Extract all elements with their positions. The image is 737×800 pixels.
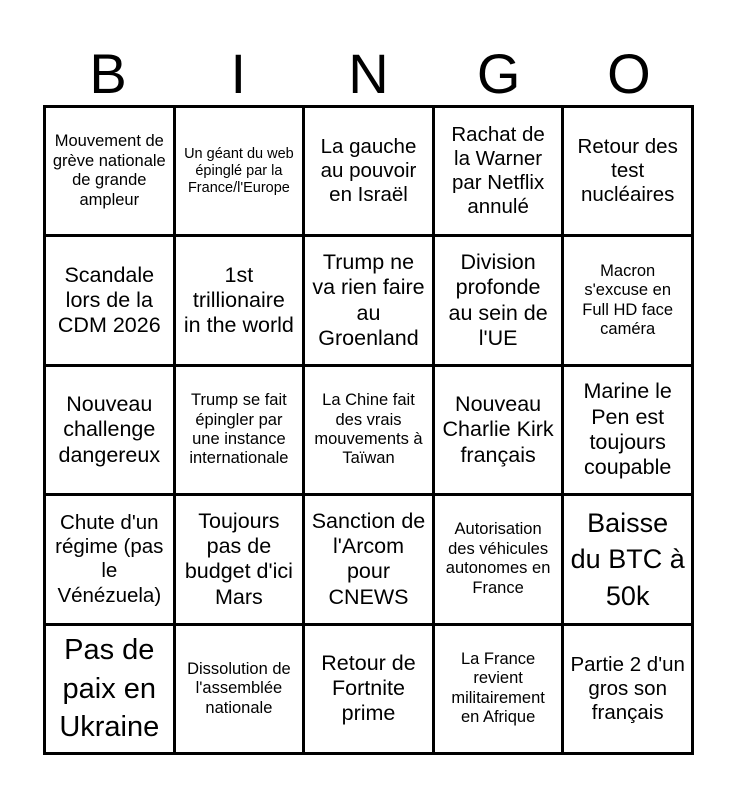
bingo-board <box>43 105 694 755</box>
bingo-cell[interactable] <box>176 237 303 363</box>
bingo-cell[interactable] <box>305 237 432 363</box>
cell-text: Toujours pas de budget d'ici Mars <box>184 508 293 609</box>
cell-text: Marine le Pen est toujours coupable <box>583 379 672 480</box>
cell-text: La Chine fait des vrais mouvements à Taïwan <box>314 391 423 468</box>
cell-text: 1st trillionaire in the world <box>183 262 294 338</box>
cell-text: Retour des test nucléaires <box>577 134 678 207</box>
bingo-cell[interactable] <box>46 237 173 363</box>
cell-text: Scandale lors de la CDM 2026 <box>57 262 161 338</box>
bingo-cell[interactable] <box>564 108 691 234</box>
cell-text: Trump se fait épingler par une instance internationale <box>189 391 289 468</box>
bingo-cell[interactable] <box>564 496 691 622</box>
bingo-cell[interactable] <box>46 496 173 622</box>
bingo-cell[interactable] <box>305 626 432 752</box>
cell-text: Un géant du web épinglé par la France/l'Europe <box>184 145 294 196</box>
cell-text: Autorisation des véhicules autonomes en France <box>445 520 551 597</box>
cell-text: Baisse du BTC à 50k <box>570 507 685 611</box>
cell-text: Retour de Fortnite prime <box>321 650 416 726</box>
cell-text: Sanction de l'Arcom pour CNEWS <box>311 508 426 609</box>
cell-text: Trump ne va rien faire au Groenland <box>312 249 425 350</box>
header-letter-n: N <box>348 42 389 105</box>
bingo-cell[interactable] <box>176 496 303 622</box>
cell-text: Rachat de la Warner par Netflix annulé <box>451 122 545 219</box>
bingo-cell[interactable] <box>176 367 303 493</box>
bingo-cell[interactable] <box>46 626 173 752</box>
bingo-cell[interactable] <box>46 367 173 493</box>
cell-text: Partie 2 d'un gros son français <box>570 652 685 724</box>
cell-text: Dissolution de l'assemblée nationale <box>187 659 291 717</box>
header-letter-i: I <box>230 42 247 105</box>
header-letter-g: G <box>476 42 521 105</box>
bingo-header <box>43 42 694 105</box>
cell-text: Division profonde au sein de l'UE <box>448 249 548 350</box>
bingo-cell[interactable] <box>435 496 562 622</box>
bingo-cell[interactable] <box>564 626 691 752</box>
bingo-cell[interactable] <box>435 237 562 363</box>
bingo-cell[interactable] <box>435 108 562 234</box>
bingo-cell[interactable] <box>435 367 562 493</box>
bingo-cell[interactable] <box>305 496 432 622</box>
bingo-cell[interactable] <box>176 108 303 234</box>
bingo-cell[interactable] <box>176 626 303 752</box>
bingo-cell[interactable] <box>46 108 173 234</box>
bingo-cell[interactable] <box>305 108 432 234</box>
cell-text: La France revient militairement en Afrique <box>451 649 545 727</box>
bingo-cell[interactable] <box>435 626 562 752</box>
cell-text: Mouvement de grève nationale de grande ampleur <box>52 132 166 209</box>
bingo-cell[interactable] <box>305 367 432 493</box>
bingo-cell[interactable] <box>564 367 691 493</box>
cell-text: Macron s'excuse en Full HD face caméra <box>582 261 674 339</box>
cell-text: Chute d'un régime (pas le Vénézuela) <box>55 511 164 607</box>
cell-text: La gauche au pouvoir en Israël <box>320 134 417 207</box>
cell-text: Nouveau challenge dangereux <box>58 391 161 467</box>
cell-text: Pas de paix en Ukraine <box>59 634 160 743</box>
cell-text: Nouveau Charlie Kirk français <box>442 391 554 467</box>
bingo-cell[interactable] <box>564 237 691 363</box>
header-letter-b: B <box>89 42 127 105</box>
header-letter-o: O <box>607 42 651 105</box>
